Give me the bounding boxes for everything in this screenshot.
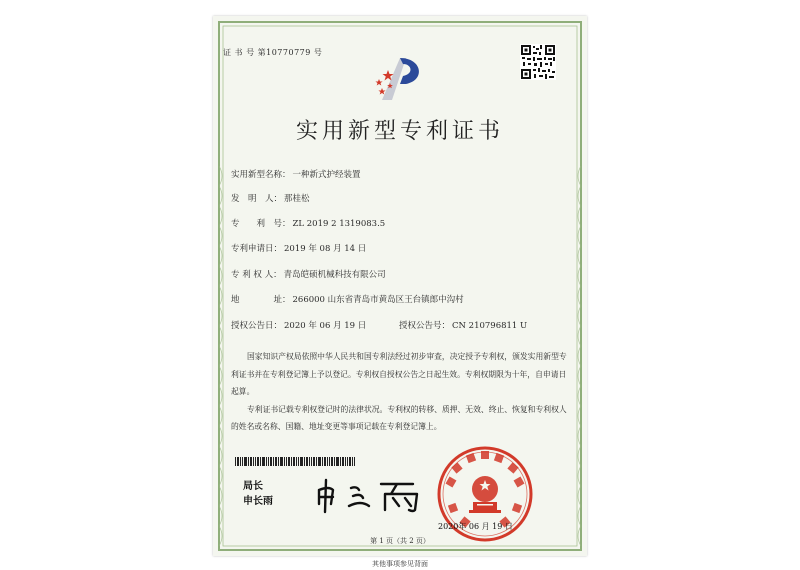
certificate-title: 实用新型专利证书 (295, 119, 504, 144)
field-label: 授权公告日： (231, 321, 283, 331)
certificate-number: 证 书 号 第10770779 号 (223, 48, 323, 57)
certificate-body-text (231, 348, 569, 436)
field-inventor (231, 192, 310, 204)
field-label: 专 利 号： (231, 219, 291, 229)
field-value: 266000 山东省青岛市黄岛区王台镇郎中沟村 (292, 295, 464, 305)
page-indicator: 第 1 页（共 2 页） (370, 537, 430, 545)
field-label: 授权公告号： (399, 321, 451, 331)
field-address (231, 293, 464, 305)
director-signature-icon (313, 476, 433, 514)
field-label: 专利申请日： (231, 244, 283, 254)
field-patent-number (231, 217, 385, 229)
field-value: 那桂松 (284, 194, 310, 204)
field-value: ZL 2019 2 1319083.5 (292, 219, 386, 229)
qr-code-icon (520, 44, 556, 80)
patent-office-logo-icon (370, 50, 430, 110)
field-value: 一种新式护经装置 (292, 170, 361, 180)
body-paragraph: 专利证书记载专利权登记时的法律状况。专利权的转移、质押、无效、终止、恢复和专利权人的姓名或名称、国籍、地址变更等事项记载在专利登记簿上。 (231, 404, 567, 431)
field-label: 实用新型名称： (231, 170, 291, 180)
field-value: CN 210796811 U (452, 321, 528, 331)
field-value: 2020 年 06 月 19 日 (284, 321, 367, 331)
barcode-icon (235, 457, 355, 466)
field-label: 发 明 人： (231, 194, 283, 204)
field-application-date (231, 242, 366, 254)
field-patentee (231, 268, 386, 280)
field-grant-publication-number (399, 319, 527, 331)
field-value: 2019 年 08 月 14 日 (284, 244, 367, 254)
director-name-label: 申长雨 (243, 496, 273, 507)
certificate-sheet (213, 16, 587, 556)
field-value: 青岛皑硕机械科技有限公司 (283, 270, 386, 280)
director-title-label: 局长 (243, 481, 263, 492)
seal-date: 2020年 06 月 19 日 (438, 522, 513, 531)
body-paragraph: 国家知识产权局依照中华人民共和国专利法经过初步审查，决定授予专利权，颁发实用新型专利证书并在专利登记簿上予以登记。专利权自授权公告之日起生效。专利权期限为十年，自申请日起算。 (231, 352, 567, 396)
footer-note: 其他事项参见背面 (372, 560, 428, 568)
field-utility-model-name (231, 168, 361, 180)
field-grant-date (231, 319, 366, 331)
field-label: 地 址： (231, 295, 291, 305)
field-label: 专 利 权 人： (231, 270, 282, 280)
